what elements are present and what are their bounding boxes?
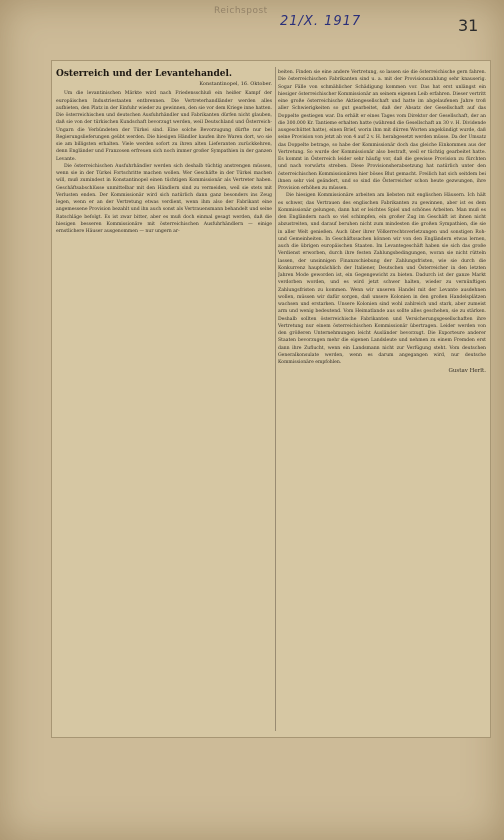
article-paragraph: Die österreichischen Ausfuhrhändler werden sich deshalb tüchtig anstrengen müssen, wenn sie in der Türkei Fortschritte machen wollen. Wer Geschäfte in der Türkei machen will, muß zumindest in Konstantinopel einen tüchtigen Kommissionär als Vertreter haben. Geschäftsabschlüsse unmittelbar mit den Händlern sind zu vermeiden, weil sie stets mit Verlusten enden. Der Kommissionär wird sich natürlich dann ganz besonders ins Zeug legen, wenn er an der Vertretung etwas verdient, wenn ihm also der Fabrikant eine angemessene Provision bezahlt und ihn auch sonst als Vertrauensmann behandelt und seine Ratschläge befolgt. Es ist zwar bitter, aber es muß doch einmal gesagt werden, daß die hiesigen besseren Kommissionäre mit österreichischen Ausfuhrhändlern — einige ernstlichere Häuser ausgenommen — nur ungern ar- [56, 163, 272, 234]
article-dateline: Konstantinopel, 16. Oktober. [199, 81, 272, 87]
author-signature: Gustav Herlt. [448, 368, 486, 375]
page-number: 31 [458, 16, 479, 35]
archive-stamp: Reichspost [214, 6, 268, 16]
article-paragraph: Die hiesigen Kommissionäre arbeiten am liebsten mit englischen Häusern. Ich hält es schwer, das Vertrauen des englischen Fabrikanten zu gewinnen, aber ist es dem Kommissionär gelungen, dann hat er leichtes Spiel und schönes Arbeiten. Man muß es den Engländern nach so viel schimpfen, ein großer Zug im Geschäft ist ihnen nicht abzustreiten, und darauf beruhen nicht zum mindesten die großen Sympathien, die sie in aller Welt genießen. Auch über ihrer Völkerrechtsverletzungen und sonstigen Roh- und Gemeinheiten. In Geschäftssachen können wir von den Engländern etwas lernen, auch die übrigen europäischen Staaten. Im Levantegeschäft haben sie sich das große Verdienst erworben, durch ihre festen Zahlungsbedingungen, woran sie nicht rütteln lassen, der unsinnigen Finanzschiebung der Zahlungsfristen, wie sie durch die Konkurrenz hauptsächlich der Italiener, Deutschen und Österreicher in den letzten Jahren Mode geworden ist, ein Gegengewicht zu bieten. Dadurch ist der ganze Markt verdorben worden, und es wird jetzt schwer halten, wieder zu vernünftigen Zahlungsfristen zu kommen. Wenn wir unseren Handel mit der Levante ausdehnen wollen, müssen wir dafür sorgen, daß unsere Kolonien in den großen Handelsplätzen wachsen und erstarken. Unsere Kolonien sind wohl zahlreich und stark, aber zumeist arm und wenig bedeutend. Vom Heimatlande aus sollte alles geschehen, sie zu stärken. Deshalb sollten österreichische Fabrikanten und Versicherungsgesellschaften ihre Vertretung nur einem österreichischen Kommissionär übertragen. Leider werden von den größeren Unternehmungen leicht Ausländer bevorzugt. Die Exporteure anderer Staaten bevorzugen mehr die eigenen Landsleute und nehmen zu einem Fremden erst dann ihre Zuflucht, wenn ein Landsmann nicht zur Verfügung steht. Vom deutschen Generalkonsulate werden, wenn es darum angegangen wird, nur deutsche Kommissionäre empfohlen. [278, 193, 486, 365]
article-paragraph: Um die levantinischen Märkte wird nach Friedensschluß ein heißer Kampf der europäischen Industriestaaten entbrennen. Die Vertreterhandländer werden alles aufbieten, den Platz in der Einfuhr wieder zu gewinnen, den sie vor dem Kriege inne hatten. Die österreichischen und deutschen Ausfuhrhändler und Fabrikanten dürfen nicht glauben, daß sie von der türkischen Kundschaft bevorzugt werden, weil Deutschland und Österreich-Ungarn die Verbündeten der Türkei sind. Eine solche Bevorzugung dürfte nur bei Regierungslieferungen geübt werden. Die hiesigen Händler kaufen ihre Waren dort, wo sie sie am billigsten erhalten. Viele werden sofort zu ihren alten Lieferanten zurückkehren, denn Engländer und Franzosen erfreuen sich noch immer großer Sympathien in der ganzen Levante. [56, 91, 272, 162]
column-left [56, 69, 272, 441]
newspaper-clipping [51, 60, 491, 738]
article-headline: Österreich und der Levantehandel. [56, 69, 233, 79]
column-right [278, 69, 486, 733]
article-paragraph: beiten. Finden sie eine andere Vertretung, so lassen sie die österreichische gern fahren. Die österreichischen Fabrikanten sind u. a. mit der Provisionszahlung sehr knauserig. Sogar Fälle von schmählicher Schädigung kommen vor. Das hat erst unlängst ein hiesiger österreichischer Kommissionär an seinem eigenen Leib erfahren. Dieser vertritt eine große österreichische Aktiengesellschaft und hatte im abgelaufenen Jahre troß aller Schwierigkeiten so gut gearbeitet, daß der Absatz der Gesellschaft auf das Doppelte gestiegen war. Da erhält er eines Tages vom Direktor der Gesellschaft, der an die 300.000 Kr. Tantieme erhalten hatte (während die Gesellschaft an 30 v. H. Dividende ausgeschüttet hatte), einen Brief, worin ihm mit dürren Worten angekündigt wurde, daß seine Provision von jetzt ab von 4 auf 2 v. H. herabgesetzt werden müsse. Da der Umsatz das Doppelte betrage, so habe der Kommissionär doch das gleiche Einkommen aus der Vertretung. So wurde der Kommissionär also bestraft, weil er tüchtig gearbeitet hatte. Es kommt in Österreich leider sehr häufig vor, daß die gewisse Provision zu fürchten und nach vorwärts streben. Diese Provisionsherabsetzung hat natürlich unter den österreichischen Kommissionären hier böses Blut gemacht. Freilich hat sich seitdem bei ihnen sehr viel geändert, und so sind die Österreicher schon heute gezwungen, ihre Provision erhöhen zu müssen. [278, 70, 486, 191]
column-divider [275, 67, 276, 731]
handwritten-date: 21/X. 1917 [280, 14, 362, 29]
